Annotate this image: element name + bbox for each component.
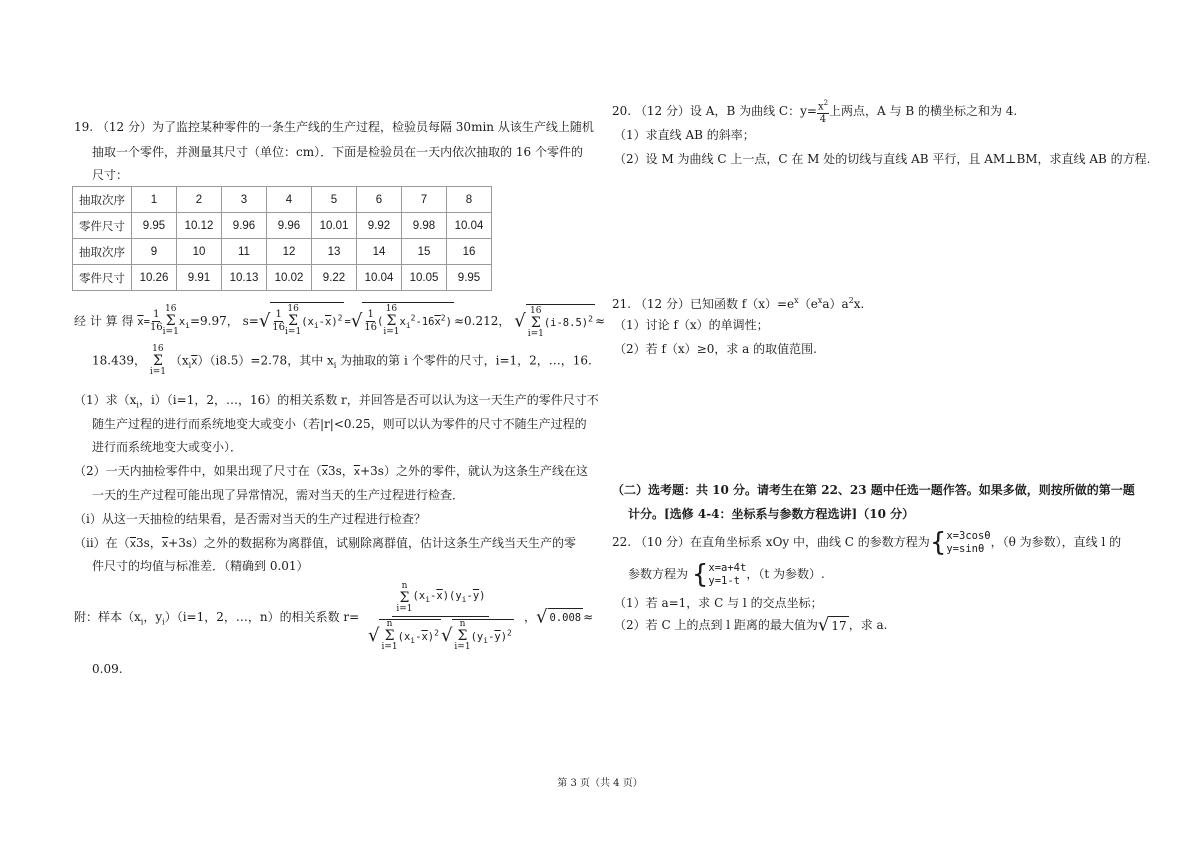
table-cell: 10.04 bbox=[357, 265, 402, 291]
table-cell: 9.92 bbox=[357, 213, 402, 239]
sum-symbol-2: 16 Σ i=1 bbox=[149, 344, 166, 377]
s-formula-alt: $\frac{1}{16}$ ( 16 Σ i=1 $x_i^2-16\overline{x}^2$) bbox=[362, 302, 454, 341]
q22-a: 22. （10 分）在直角坐标系 xOy 中，曲线 C 的参数方程为 bbox=[612, 535, 930, 549]
section2-line1: （二）选考题：共 10 分。请考生在第 22、23 题中任选一题作答。如果多做，则按所做的第一题 bbox=[612, 483, 1135, 497]
q22-d: ，（t 为参数）. bbox=[746, 567, 825, 581]
q19-part1-line1: （1）求（$x_i$，i）（i=1，2，…，16）的相关系数 r，并回答是否可以认为这一天生产的零件尺寸不 bbox=[74, 393, 599, 410]
q20-line1 bbox=[612, 97, 1017, 126]
stats-prefix: 经 计 算 得 bbox=[74, 313, 134, 328]
q22-p1a: （1）若 a= bbox=[614, 596, 679, 610]
table-cell: 9.96 bbox=[267, 213, 312, 239]
table-row bbox=[73, 239, 492, 265]
table-cell: 10 bbox=[177, 239, 222, 265]
table-cell: 10.12 bbox=[177, 213, 222, 239]
p2-c: +3s）之外的零件，就认为这条生产线在这 bbox=[360, 464, 588, 478]
q21-c: a） bbox=[822, 297, 842, 311]
table-row bbox=[73, 187, 492, 213]
param-l2: y=1-t bbox=[708, 574, 740, 587]
table-cell: 9.96 bbox=[222, 213, 267, 239]
q19-part2-line1: （2）一天内抽检零件中，如果出现了尺寸在（$\overline{x}3s$，$\overline{x}+3s$）之外的零件，就认为这条生产线在这 bbox=[74, 464, 588, 478]
table-cell: 10.02 bbox=[267, 265, 312, 291]
p1-a: （1）求（x bbox=[74, 393, 137, 407]
table-cell: 抽取次序 bbox=[73, 239, 132, 265]
x2-over-4: $\frac{x^2}{4}$ bbox=[817, 99, 829, 126]
q19-part2-ii-line1: （ⅱ）在（$\overline{x}3s$，$\overline{x}+3s$）之外的数据称为离群值，试剔除离群值，估计这条生产线当天生产的零 bbox=[74, 536, 576, 550]
q20-part2: （2）设 M 为曲线 C 上一点，C 在 M 处的切线与直线 AB 平行，且 AM⊥BM，求直线 AB 的方程. bbox=[614, 152, 1151, 166]
q20-a: 20. （12 分）设 A，B 为曲线 C：y= bbox=[612, 104, 817, 119]
table-cell: 零件尺寸 bbox=[73, 213, 132, 239]
q19-line1: 19. （12 分）为了监控某种零件的一条生产线的生产过程，检验员每隔 30min 从该生产线上随机 bbox=[74, 120, 594, 134]
p1-b: ，i）（i=1，2，…，16）的相关系数 r，并回答是否可以认为这一天生产的零件尺寸不 bbox=[138, 393, 599, 407]
appendix-a: 附：样本（x bbox=[74, 610, 141, 624]
stats-mean: =9.97， bbox=[189, 313, 239, 328]
p2ii-a: （ⅱ）在（ bbox=[74, 536, 130, 550]
param-c bbox=[946, 530, 990, 556]
q22-p1b: 1，求 C 与 l 的交点坐标； bbox=[678, 596, 823, 610]
q22-part2: （2）若 C 上的点到 l 距离的最大值为√ 17 ，求 a. bbox=[614, 614, 888, 636]
param-c2: y=sinθ bbox=[946, 542, 985, 555]
table-cell: 10.01 bbox=[312, 213, 357, 239]
stats-s: s= bbox=[242, 313, 259, 328]
q22-c: 参数方程为 bbox=[628, 567, 689, 581]
table-cell: 16 bbox=[447, 239, 492, 265]
sqrt-17: 17 bbox=[829, 616, 848, 635]
appendix-d: ， bbox=[524, 610, 537, 624]
one-over-sixteen: $\frac{1}{16}$ bbox=[149, 308, 163, 333]
q21-a: 21. （12 分）已知函数 f（x）=e bbox=[612, 297, 795, 311]
q21-e: x. bbox=[853, 297, 865, 311]
table-cell: 10.13 bbox=[222, 265, 267, 291]
table-cell: 15 bbox=[402, 239, 447, 265]
q19-part1-line2: 随生产过程的进行而系统地变大或变小（若|r|<0.25，则可以认为零件的尺寸不随生产过程的 bbox=[92, 417, 587, 431]
q21-part1: （1）讨论 f（x）的单调性； bbox=[614, 318, 769, 332]
table-cell: 11 bbox=[222, 239, 267, 265]
table-cell: 9.22 bbox=[312, 265, 357, 291]
sqrt-0008: ，√ 0.008 ≈ bbox=[524, 606, 594, 628]
table-row bbox=[73, 213, 492, 239]
appendix-c: ）（i=1，2，…，n）的相关系数 r= bbox=[164, 610, 360, 624]
stats-approx1: ≈0.212， bbox=[453, 313, 511, 328]
stats-text-c: ）（i bbox=[197, 353, 220, 368]
section2-line2: 计分。[选修 4-4：坐标系与参数方程选讲]（10 分） bbox=[628, 507, 915, 521]
table-cell: 抽取次序 bbox=[73, 187, 132, 213]
table-cell: 9 bbox=[132, 239, 177, 265]
table-cell: 9.95 bbox=[132, 213, 177, 239]
param-c1: x=3cosθ bbox=[946, 529, 991, 542]
table-cell: 10.26 bbox=[132, 265, 177, 291]
q19-data-table bbox=[72, 186, 492, 291]
q21-d: a bbox=[841, 297, 849, 311]
s-formula: $\frac{1}{16}$ 16 Σ i=1 $(x_i-\overline{x})^2$ bbox=[270, 302, 344, 341]
q19-stats-line1: 经 计 算 得 $\overline{x}=$ $\frac{1}{16}$ 16 Σ i=1 $x_i=9.97$， s=√ $\frac{1}{16}$ 16 Σ i=1 $(x_i-\overline{x})^2$ =√ $\frac{1}{16}$ ( 16 Σ i=1 $x_i^2-16\overline{x}^2) \approx 0.212$， √ 16 Σ i=1 $(i-8.5)^2$ ≈ bbox=[74, 304, 605, 339]
q19-appendix-text: 附：样本（$x_i$，$y_i)(i=1$，2，…，n）的相关系数 r= bbox=[74, 610, 360, 627]
q22-line1: 22. （10 分）在直角坐标系 xOy 中，曲线 C 的参数方程为{ x=3cosθ y=sinθ ，（θ 为参数），直线 l 的 bbox=[612, 527, 1122, 558]
i-formula: 16 Σ i=1 $(i-8.5)^2$ bbox=[527, 305, 593, 339]
q22-line2: 参数方程为 { x=a+4t y=1-t ，（t 为参数）. bbox=[628, 559, 825, 590]
table-cell: 3 bbox=[222, 187, 267, 213]
q19-stats-line2: 18.439， 16 Σ i=1 $(x_i\overline{x})(i8.5)=2.78$，其中 $x_i$ 为抽取的第 i 个零件的尺寸，i=1，2，…，16. bbox=[92, 344, 592, 377]
table-row bbox=[73, 265, 492, 291]
q19-part2-ii-line2: 件尺寸的均值与标准差．（精确到 0.01） bbox=[92, 559, 309, 573]
x-bar: $\overline{x}$ bbox=[137, 315, 144, 328]
q19-line3: 尺寸： bbox=[92, 168, 129, 182]
param-l1: x=a+4t bbox=[708, 561, 747, 574]
q19-appendix-end: 0.09. bbox=[92, 662, 123, 676]
q21-part2: （2）若 f（x）≥0，求 a 的取值范围. bbox=[614, 342, 817, 356]
table-cell: 10.04 bbox=[447, 213, 492, 239]
q22-part1 bbox=[614, 594, 823, 612]
q21-b: （e bbox=[798, 297, 818, 311]
appendix-e: ≈ bbox=[583, 610, 594, 624]
q20-b: 上两点，A 与 B 的横坐标之和为 4. bbox=[829, 104, 1018, 119]
table-cell: 9.91 bbox=[177, 265, 222, 291]
p2-a: （2）一天内抽检零件中，如果出现了尺寸在（ bbox=[74, 464, 322, 478]
stats-value: 18.439， bbox=[92, 353, 146, 368]
param-l bbox=[708, 562, 746, 588]
q22-b: ，（θ 为参数），直线 l 的 bbox=[990, 535, 1122, 549]
table-cell: 7 bbox=[402, 187, 447, 213]
p2ii-b: 3s， bbox=[136, 536, 162, 550]
appendix-b: ，y bbox=[143, 610, 163, 624]
table-cell: 13 bbox=[312, 239, 357, 265]
q19-line2: 抽取一个零件，并测量其尺寸（单位：cm）．下面是检验员在一天内依次抽取的 16 个零件的 bbox=[92, 145, 584, 159]
q22-p2c: ，求 a. bbox=[848, 618, 888, 632]
table-cell: 12 bbox=[267, 239, 312, 265]
correlation-formula: n Σ i=1 $(x_i-\overline{x})(y_i-\overline{y})$ √ n Σ i=1 $(x_i-\overline{x})^2$ √ n Σ i=1 $(y_i-\overline{y})^2$ bbox=[368, 581, 512, 652]
q22-p2a: （2）若 C 上的点到 l 距离的最大值为 bbox=[614, 618, 818, 632]
table-cell: 9.95 bbox=[447, 265, 492, 291]
table-cell: 6 bbox=[357, 187, 402, 213]
table-cell: 10.05 bbox=[402, 265, 447, 291]
q19-part2-line2: 一天的生产过程可能出现了异常情况，需对当天的生产过程进行检查． bbox=[92, 488, 465, 502]
table-cell: 5 bbox=[312, 187, 357, 213]
q19-part1-line3: 进行而系统地变大或变小）． bbox=[92, 440, 243, 454]
table-cell: 4 bbox=[267, 187, 312, 213]
page-footer: 第 3 页（共 4 页） bbox=[557, 778, 643, 789]
table-cell: 1 bbox=[132, 187, 177, 213]
table-cell: 2 bbox=[177, 187, 222, 213]
p2ii-c: +3s）之外的数据称为离群值，试剔除离群值，估计这条生产线当天生产的零 bbox=[168, 536, 576, 550]
q20-part1: （1）求直线 AB 的斜率； bbox=[614, 128, 755, 142]
q21-line1: 21. （12 分）已知函数 $f(x)=e^x(e^xa)a^2x$. bbox=[612, 296, 865, 311]
stats-text-e: 2.78，其中 x bbox=[260, 353, 334, 368]
stats-text-f: 为抽取的第 i 个零件的尺寸，i=1，2，…，16. bbox=[336, 353, 592, 368]
table-cell: 14 bbox=[357, 239, 402, 265]
q19-part2-i: （ⅰ）从这一天抽检的结果看，是否需对当天的生产过程进行检查？ bbox=[74, 512, 426, 526]
p2-b: 3s， bbox=[327, 464, 354, 478]
stats-text-b: （x bbox=[169, 353, 189, 368]
table-cell: 零件尺寸 bbox=[73, 265, 132, 291]
table-cell: 8 bbox=[447, 187, 492, 213]
stats-text-d: 8.5）= bbox=[219, 353, 261, 368]
sum-symbol: 16 Σ i=1 bbox=[162, 304, 179, 338]
table-cell: 9.98 bbox=[402, 213, 447, 239]
